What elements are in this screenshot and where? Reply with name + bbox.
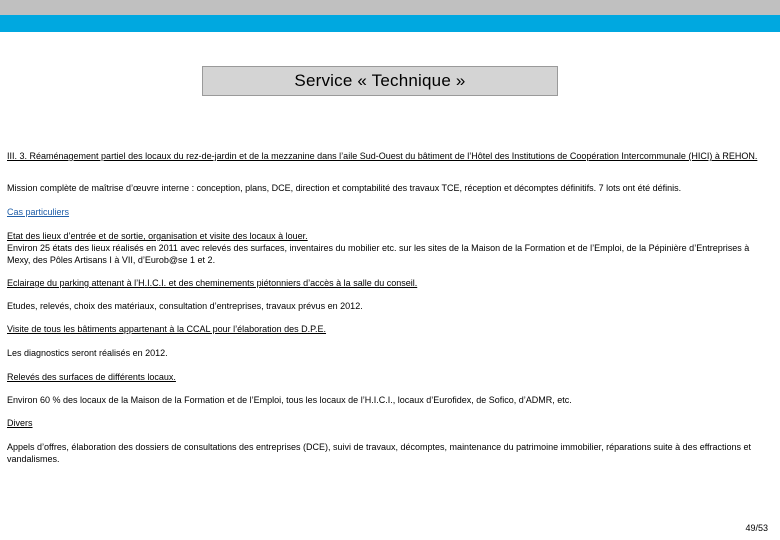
etat-paragraph: Environ 25 états des lieux réalisés en 2011 avec relevés des surfaces, inventaires du mobilier etc. sur les sites de la Maison de la Formation et de l’Emploi, de la Pépinière d’Entreprises à Mexy, des Pôles Artisans I à VII, d’Eurob@se 1 et 2. [7,243,750,265]
eclairage-paragraph: Etudes, relevés, choix des matériaux, consultation d’entreprises, travaux prévus en 2012. [7,301,363,311]
cas-particuliers-label[interactable]: Cas particuliers [7,207,70,217]
top-accent-bar [0,15,780,32]
divers-heading: Divers [7,418,33,428]
eclairage-heading: Eclairage du parking attenant à l’H.I.C.I. et des cheminements piétonniers d’accès à la salle du conseil. [7,278,418,288]
mission-paragraph: Mission complète de maîtrise d’œuvre interne : conception, plans, DCE, direction et comptabilité des travaux TCE, réception et décomptes définitifs. 7 lots ont été définis. [7,183,682,193]
cas-particuliers-link[interactable] [7,207,769,231]
divers-paragraph: Appels d’offres, élaboration des dossiers de consultations des entreprises (DCE), suivi de travaux, décomptes, maintenance du patrimoine immobilier, réparations suite à des effractions et vandalismes. [7,442,752,464]
visite-heading: Visite de tous les bâtiments appartenant à la CCAL pour l’élaboration des D.P.E. [7,324,327,334]
page-title: Service « Technique » [202,66,558,96]
top-gray-bar [0,0,780,15]
visite-paragraph: Les diagnostics seront réalisés en 2012. [7,348,168,358]
releves-heading: Relevés des surfaces de différents locaux. [7,372,176,382]
page-number: 49/53 [745,523,768,533]
section-heading: III. 3. Réaménagement partiel des locaux du rez-de-jardin et de la mezzanine dans l’aile Sud-Ouest du bâtiment de l’Hôtel des Institutions de Coopération Intercommunale (HICI) à REHON. [7,151,758,161]
etat-heading: Etat des lieux d’entrée et de sortie, organisation et visite des locaux à louer. [7,231,308,241]
document-body [7,151,769,465]
releves-paragraph: Environ 60 % des locaux de la Maison de la Formation et de l’Emploi, tous les locaux de l’H.I.C.I., locaux d’Eurofidex, de Sofico, d’ADMR, etc. [7,395,572,405]
